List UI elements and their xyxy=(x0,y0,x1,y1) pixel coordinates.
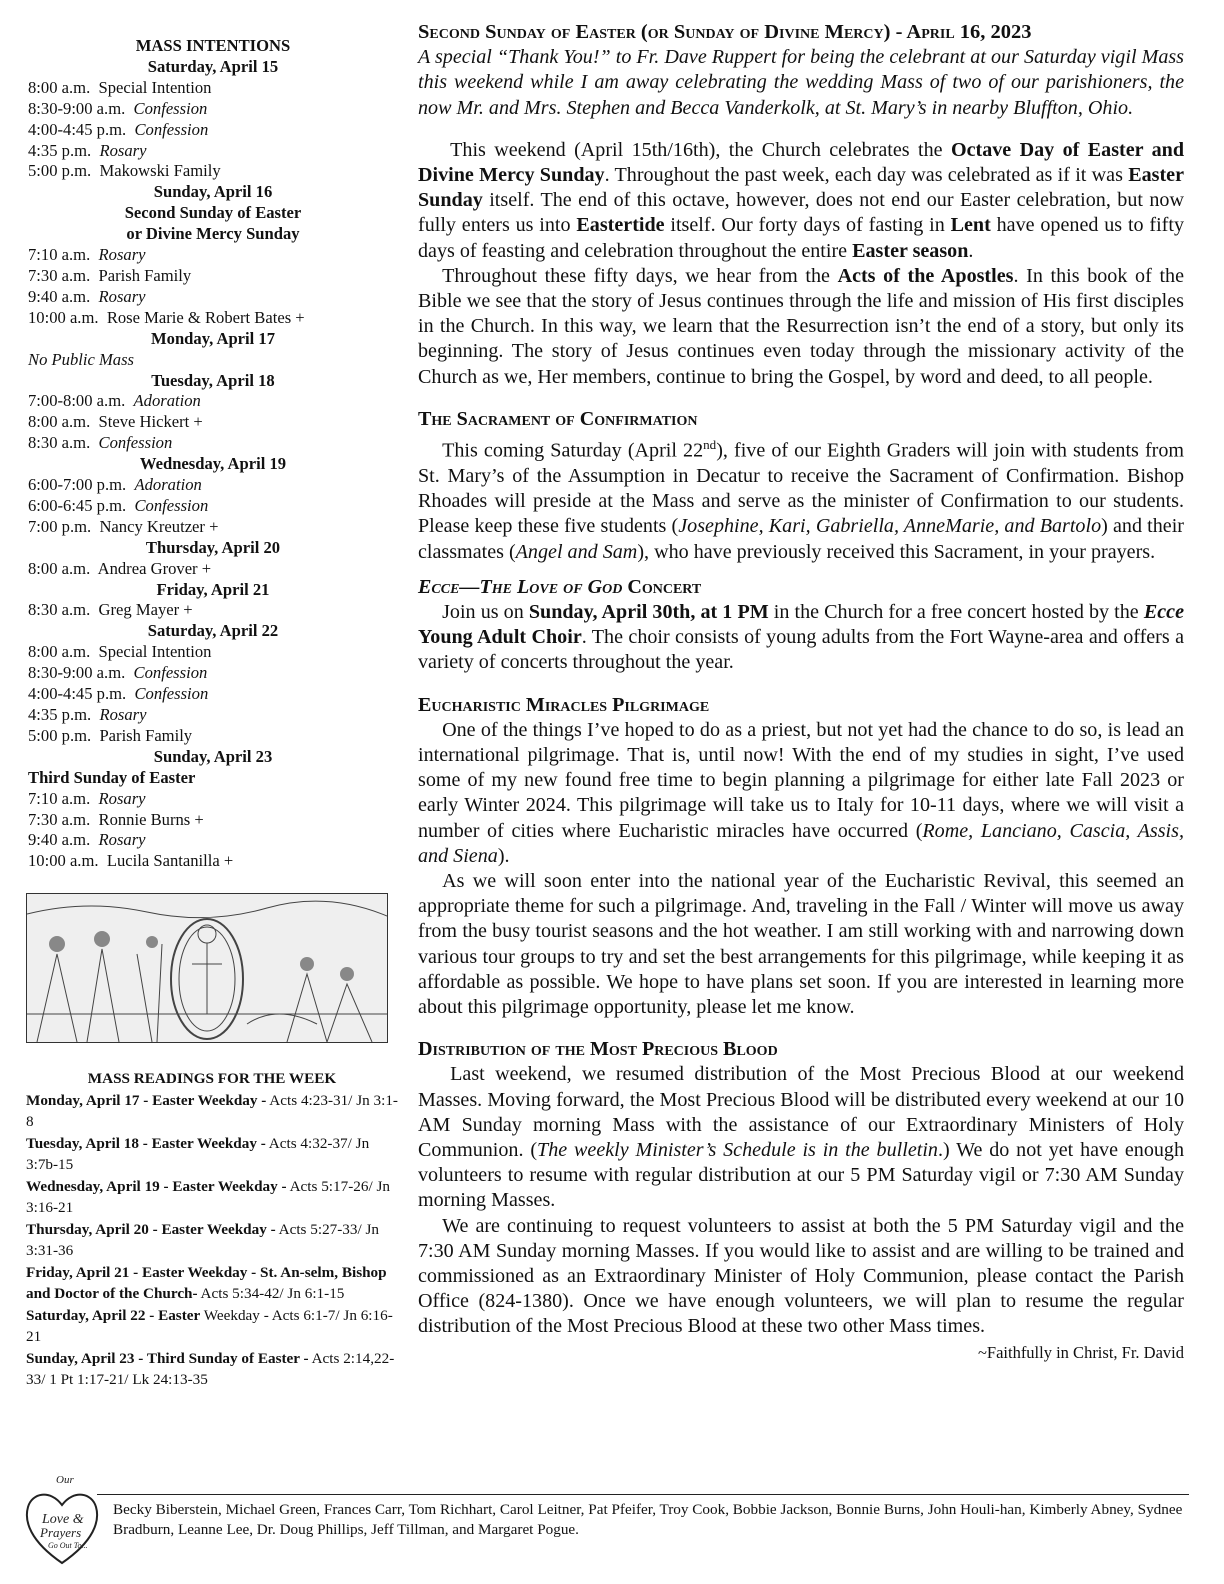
text-run: We are continuing to request volunteers to assist at both the 5 PM Saturday vigil and the 7:30 AM Sunday morning Masses. If you would like to assist and are willing to be trained and commissioned as an Extraordinary Minister of Holy Communion, please contact the Parish Office (824-1380). Once we have enough volunteers, we will plan to resume the regular distribution of the Most Precious Blood at these two other Mass times. xyxy=(418,1214,1184,1338)
concert-paragraph xyxy=(418,600,1184,676)
thank-you-note: A special “Thank You!” to Fr. Dave Ruppert for being the celebrant at our Saturday vigil Mass this weekend while I am away celebrating the wedding Mass of two of our parishioners, the now Mr. and Mrs. Stephen and Becca Vanderkolk, at St. Mary’s in nearby Bluffton, Ohio. xyxy=(418,46,1184,119)
intention-entry xyxy=(28,684,398,705)
reading-citation: Acts 5:17-26/ Jn 3:16-21 xyxy=(26,1177,390,1216)
intention-entry xyxy=(28,600,398,621)
reading-citation: Acts 2:14,22-33/ 1 Pt 1:17-21/ Lk 24:13-35 xyxy=(26,1349,395,1388)
concert-heading xyxy=(418,575,1184,600)
intention-time: 4:35 p.m. xyxy=(28,705,100,724)
intention-entry xyxy=(28,475,398,496)
svg-text:Prayers: Prayers xyxy=(40,1525,82,1540)
pilgrimage-heading: Eucharistic Miracles Pilgrimage xyxy=(418,693,710,716)
intention-time: 8:30 a.m. xyxy=(28,433,99,453)
intention-time: 8:00 a.m. xyxy=(28,412,99,432)
reading-day: Friday, April 21 - Easter Weekday - St. An-selm, Bishop and Doctor of the Church- xyxy=(26,1263,387,1302)
intention-text: Rosary xyxy=(98,245,146,265)
pilgrimage-paragraph-2 xyxy=(418,869,1184,1020)
text-run: As we will soon enter into the national year of the Eucharistic Revival, this seemed an appropriate theme for such a pilgrimage. And, traveling in the Fall / Winter will move us away from the busy tourist seasons and the hot weather. I am still working with and narrowing down various tour groups to try and set the best arrangements for this pilgrimage, while keeping it as affordable as possible. We hope to have plans set soon. If you are interested in learning more about this pilgrimage opportunity, please let me know. xyxy=(418,869,1184,1018)
reading-day: Tuesday, April 18 - Easter Weekday - xyxy=(26,1134,266,1152)
intention-time: 8:00 a.m. xyxy=(28,642,99,662)
readings-title: MASS READINGS FOR THE WEEK xyxy=(87,1070,337,1087)
mass-intentions-title: MASS INTENTIONS xyxy=(135,36,291,55)
reading-citation: Acts 5:34-42/ Jn 6:1-15 xyxy=(197,1285,345,1302)
text-run: Rome, Lanciano, Cascia, Assis, and Siena xyxy=(418,819,1184,867)
text-run: itself. Our forty days of fasting in xyxy=(664,214,951,237)
intention-time: 6:00-7:00 p.m. xyxy=(28,475,135,495)
text-run: Young Adult Choir xyxy=(418,626,582,649)
confirmation-paragraph xyxy=(418,432,1184,565)
reading-item xyxy=(26,1176,398,1219)
intention-entry xyxy=(28,266,398,287)
intention-text: Steve Hickert + xyxy=(98,412,203,432)
text-run: . In this book of the Bible we see that the story of Jesus continues through the life and mission of His first disciples in the Church. In this way, we learn that the Resurrection isn’t the end of a story, but only its beginning. The story of Jesus continues even today through the missionary activity of the Church as we, Her members, continue to bring the Gospel, by word and deed, to all people. xyxy=(418,264,1184,388)
text-run: Throughout these fifty days, we hear from the xyxy=(442,264,838,287)
intention-text: Adoration xyxy=(134,475,202,495)
intention-time: 5:00 p.m. xyxy=(28,161,100,181)
reading-day: Sunday, April 23 - Third Sunday of Easter - xyxy=(26,1349,309,1367)
reading-day: Saturday, April 22 - Easter xyxy=(26,1306,201,1324)
text-run: ) and their classmates ( xyxy=(418,515,1185,563)
intention-text: Rosary xyxy=(98,830,146,850)
octave-paragraph xyxy=(418,138,1184,264)
reading-citation: Acts 4:23-31/ Jn 3:1-8 xyxy=(26,1091,398,1130)
intention-text: Confession xyxy=(133,98,208,118)
intention-entry xyxy=(28,391,398,412)
text-run: ). xyxy=(497,844,510,867)
intention-time: 8:30-9:00 a.m. xyxy=(28,663,134,683)
intention-entry xyxy=(28,412,398,433)
reading-item xyxy=(26,1348,398,1391)
text-run: itself. The end of this octave, however, does not end our Easter celebration, but now fully enters us into xyxy=(418,189,1184,237)
reading-item xyxy=(26,1090,398,1133)
day-heading: Tuesday, April 18 xyxy=(151,370,275,390)
footer-divider xyxy=(97,1494,1189,1495)
intention-entry xyxy=(28,810,398,831)
text-run: Josephine, Kari, Gabriella, AnneMarie, and Bartolo xyxy=(678,515,1102,538)
text-run: Ecce xyxy=(1143,600,1184,623)
text-run: Angel and Sam xyxy=(515,540,638,563)
intention-text: Rosary xyxy=(98,788,146,808)
intention-time: 7:30 a.m. xyxy=(28,265,99,285)
intention-text: Greg Mayer + xyxy=(98,600,193,620)
text-run: . The choir consists of young adults from the Fort Wayne-area and offers a variety of concerts throughout the year. xyxy=(418,626,1184,674)
text-run: Last weekend, we resumed distribution of the Most Precious Blood at our weekend Masses. Moving forward, the Most Precious Blood will be distributed every weekend at our 10 AM Sunday morning Mass with the assistance of our Extraordinary Ministers of Holy Communion. ( xyxy=(418,1063,1184,1162)
prayer-list: Becky Biberstein, Michael Green, Frances Carr, Tom Richhart, Carol Leitner, Pat Pfeifer, Troy Cook, Bobbie Jackson, Bonnie Burns, John Houli-han, Kimberly Abney, Sydnee Bradburn, Leanne Lee, Dr. Doug Phillips, Jeff Tillman, and Margaret Pogue. xyxy=(113,1501,1183,1538)
precious-blood-paragraph-1 xyxy=(418,1062,1184,1213)
intention-time: 4:35 p.m. xyxy=(28,140,100,160)
intention-entry xyxy=(28,99,398,120)
text-run: Eastertide xyxy=(576,214,665,237)
day-heading: Saturday, April 22 xyxy=(147,621,279,641)
intention-entry xyxy=(28,161,398,182)
text-run: ), five of our Eighth Graders will join with students from St. Mary’s of the Assumption in Decatur to receive the Sacrament of Confirmation. Bishop Rhoades will preside at the Mass and serve as the minister of Confirmation to our students. Please keep these five students ( xyxy=(418,439,1185,538)
pastor-letter xyxy=(418,20,1184,1365)
intention-entry xyxy=(28,851,398,872)
intention-text: Rosary xyxy=(99,705,147,724)
intention-time: 6:00-6:45 p.m. xyxy=(28,495,135,515)
precious-blood-paragraph-2 xyxy=(418,1214,1184,1362)
svg-text:Go Out To...: Go Out To... xyxy=(48,1541,88,1550)
text-run: Octave Day of Easter and Divine Mercy Sunday xyxy=(418,138,1184,187)
intention-time: 8:30-9:00 a.m. xyxy=(28,98,134,118)
mass-readings xyxy=(26,1068,398,1391)
intention-text: Special Intention xyxy=(98,77,212,97)
text-run: ), who have previously received this Sacrament, in your prayers. xyxy=(637,540,1156,563)
text-run: Sunday, April 30th, at 1 PM xyxy=(528,600,769,623)
intention-text: Makowski Family xyxy=(99,161,221,181)
resurrection-engraving-icon xyxy=(27,894,387,1042)
acts-paragraph xyxy=(418,264,1184,390)
intention-text: Parish Family xyxy=(99,725,193,745)
svg-text:Our: Our xyxy=(56,1474,74,1486)
signature: ~Faithfully in Christ, Fr. David xyxy=(977,1342,1184,1362)
intention-text: Parish Family xyxy=(98,265,192,285)
intention-text: Rose Marie & Robert Bates + xyxy=(106,307,305,327)
intention-entry xyxy=(28,245,398,266)
intention-text: Confession xyxy=(133,663,208,683)
intention-text: Ronnie Burns + xyxy=(98,809,204,829)
intention-entry xyxy=(28,559,398,580)
day-subheading: Second Sunday of Easter xyxy=(124,203,302,223)
concert-heading-rest: Concert xyxy=(622,575,702,598)
intention-time: 7:10 a.m. xyxy=(28,788,99,808)
reading-day: Thursday, April 20 - Easter Weekday - xyxy=(26,1220,276,1238)
intention-time: 7:10 a.m. xyxy=(28,245,99,265)
text-run: Easter Sunday xyxy=(418,164,1184,212)
intention-time: 8:00 a.m. xyxy=(28,77,99,97)
text-run: in the Church for a free concert hosted by the xyxy=(768,600,1144,623)
resurrection-illustration xyxy=(26,893,388,1043)
intention-text: Lucila Santanilla + xyxy=(106,851,234,871)
text-run: nd xyxy=(703,437,717,453)
text-run: Easter season xyxy=(852,239,969,262)
intention-entry xyxy=(28,433,398,454)
precious-blood-paragraph-2-text xyxy=(418,1215,1184,1338)
text-run: Lent xyxy=(950,214,991,237)
heart-icon xyxy=(20,1463,104,1573)
text-run: This coming Saturday (April 22 xyxy=(442,439,704,462)
prayers-heart-logo xyxy=(20,1463,104,1573)
intention-text: Confession xyxy=(134,495,209,515)
day-subheading: or Divine Mercy Sunday xyxy=(126,224,300,244)
intention-time: 7:30 a.m. xyxy=(28,809,99,829)
text-run: Join us on xyxy=(442,600,529,623)
reading-citation: Acts 5:27-33/ Jn 3:31-36 xyxy=(26,1220,380,1259)
svg-text:Love &: Love & xyxy=(42,1512,84,1527)
reading-item xyxy=(26,1133,398,1176)
pilgrimage-paragraph-1 xyxy=(418,718,1184,869)
mass-intentions-list xyxy=(28,57,398,872)
intention-entry xyxy=(28,830,398,851)
intention-time: 9:40 a.m. xyxy=(28,830,99,850)
text-run: One of the things I’ve hoped to do as a priest, but not yet had the chance to do so, is lead an international pilgrimage. That is, until now! With the end of my studies in sight, I’ve used some of my new found free time to begin planning a pilgrimage for either late Fall 2023 or early Winter 2024. This pilgrimage will take us to Italy for 10-11 days, where we will visit a number of cities where Eucharistic miracles have occurred ( xyxy=(418,718,1184,842)
intention-text: Adoration xyxy=(133,391,201,411)
intention-entry xyxy=(28,287,398,308)
precious-blood-heading: Distribution of the Most Precious Blood xyxy=(418,1038,778,1061)
intention-entry xyxy=(28,350,398,371)
intention-time: 4:00-4:45 p.m. xyxy=(28,684,135,704)
intention-time: 10:00 a.m. xyxy=(28,851,107,871)
readings-list xyxy=(26,1090,398,1391)
intention-entry xyxy=(28,120,398,141)
intention-text: Rosary xyxy=(99,140,147,160)
reading-item xyxy=(26,1262,398,1305)
day-heading: Sunday, April 23 xyxy=(153,746,273,766)
intention-text: Nancy Kreutzer + xyxy=(99,516,219,536)
intention-entry xyxy=(28,517,398,538)
intention-time: 10:00 a.m. xyxy=(28,307,107,327)
intention-time: 4:00-4:45 p.m. xyxy=(28,119,135,139)
reading-item xyxy=(26,1305,398,1348)
day-heading: Thursday, April 20 xyxy=(145,537,281,557)
concert-heading-italic: Ecce—The Love of God xyxy=(418,575,623,598)
reading-citation: Acts 4:32-37/ Jn 3:7b-15 xyxy=(26,1134,370,1173)
intention-time: 8:00 a.m. xyxy=(28,558,98,578)
day-heading: Sunday, April 16 xyxy=(153,182,273,202)
intention-time: 9:40 a.m. xyxy=(28,286,99,306)
intention-entry xyxy=(28,141,398,162)
intention-time: 7:00-8:00 a.m. xyxy=(28,391,134,411)
intention-text: Andrea Grover + xyxy=(97,558,212,578)
text-run: . Throughout the past week, each day was celebrated as if it was xyxy=(604,164,1129,187)
reading-day: Wednesday, April 19 - Easter Weekday - xyxy=(26,1177,287,1195)
intention-entry xyxy=(28,78,398,99)
reading-citation: Weekday - Acts 6:1-7/ Jn 6:16-21 xyxy=(26,1306,393,1345)
intention-entry xyxy=(28,308,398,329)
reading-item xyxy=(26,1219,398,1262)
intention-time: 8:30 a.m. xyxy=(28,600,99,620)
text-run: . xyxy=(968,239,974,262)
intention-entry xyxy=(28,663,398,684)
day-heading: Saturday, April 15 xyxy=(147,56,279,76)
intention-text: No Public Mass xyxy=(28,349,135,369)
letter-title: Second Sunday of Easter (or Sunday of Divine Mercy) - April 16, 2023 xyxy=(418,21,1032,43)
text-run: .) We do not yet have enough volunteers to resume with regular distribution at our 5 PM Saturday vigil or 7:30 AM Sunday morning Masses. xyxy=(418,1139,1185,1212)
text-run: This weekend (April 15th/16th), the Church celebrates the xyxy=(450,138,951,161)
text-run: The weekly Minister’s Schedule is in the bulletin xyxy=(537,1139,938,1162)
intention-entry xyxy=(28,642,398,663)
intention-text: Confession xyxy=(98,433,173,453)
intention-entry xyxy=(28,726,398,747)
mass-intentions-column xyxy=(28,36,398,872)
intention-entry xyxy=(28,496,398,517)
intention-time: 7:00 p.m. xyxy=(28,516,100,536)
day-heading: Friday, April 21 xyxy=(156,579,270,599)
intention-text: Rosary xyxy=(98,286,146,306)
intention-time: 5:00 p.m. xyxy=(28,725,100,745)
day-heading: Monday, April 17 xyxy=(150,328,275,348)
intention-text: Confession xyxy=(134,119,209,139)
text-run: Acts of the Apostles xyxy=(837,264,1014,287)
intention-text: Confession xyxy=(134,684,209,704)
text-run: have opened us to fifty days of feasting and celebration throughout the entire xyxy=(418,214,1184,262)
confirmation-heading: The Sacrament of Confirmation xyxy=(418,407,698,430)
reading-day: Monday, April 17 - Easter Weekday - xyxy=(26,1091,267,1109)
day-heading: Wednesday, April 19 xyxy=(139,454,287,474)
day-subheading: Third Sunday of Easter xyxy=(28,767,196,787)
intention-text: Special Intention xyxy=(98,642,212,662)
intention-entry xyxy=(28,705,398,726)
intention-entry xyxy=(28,789,398,810)
